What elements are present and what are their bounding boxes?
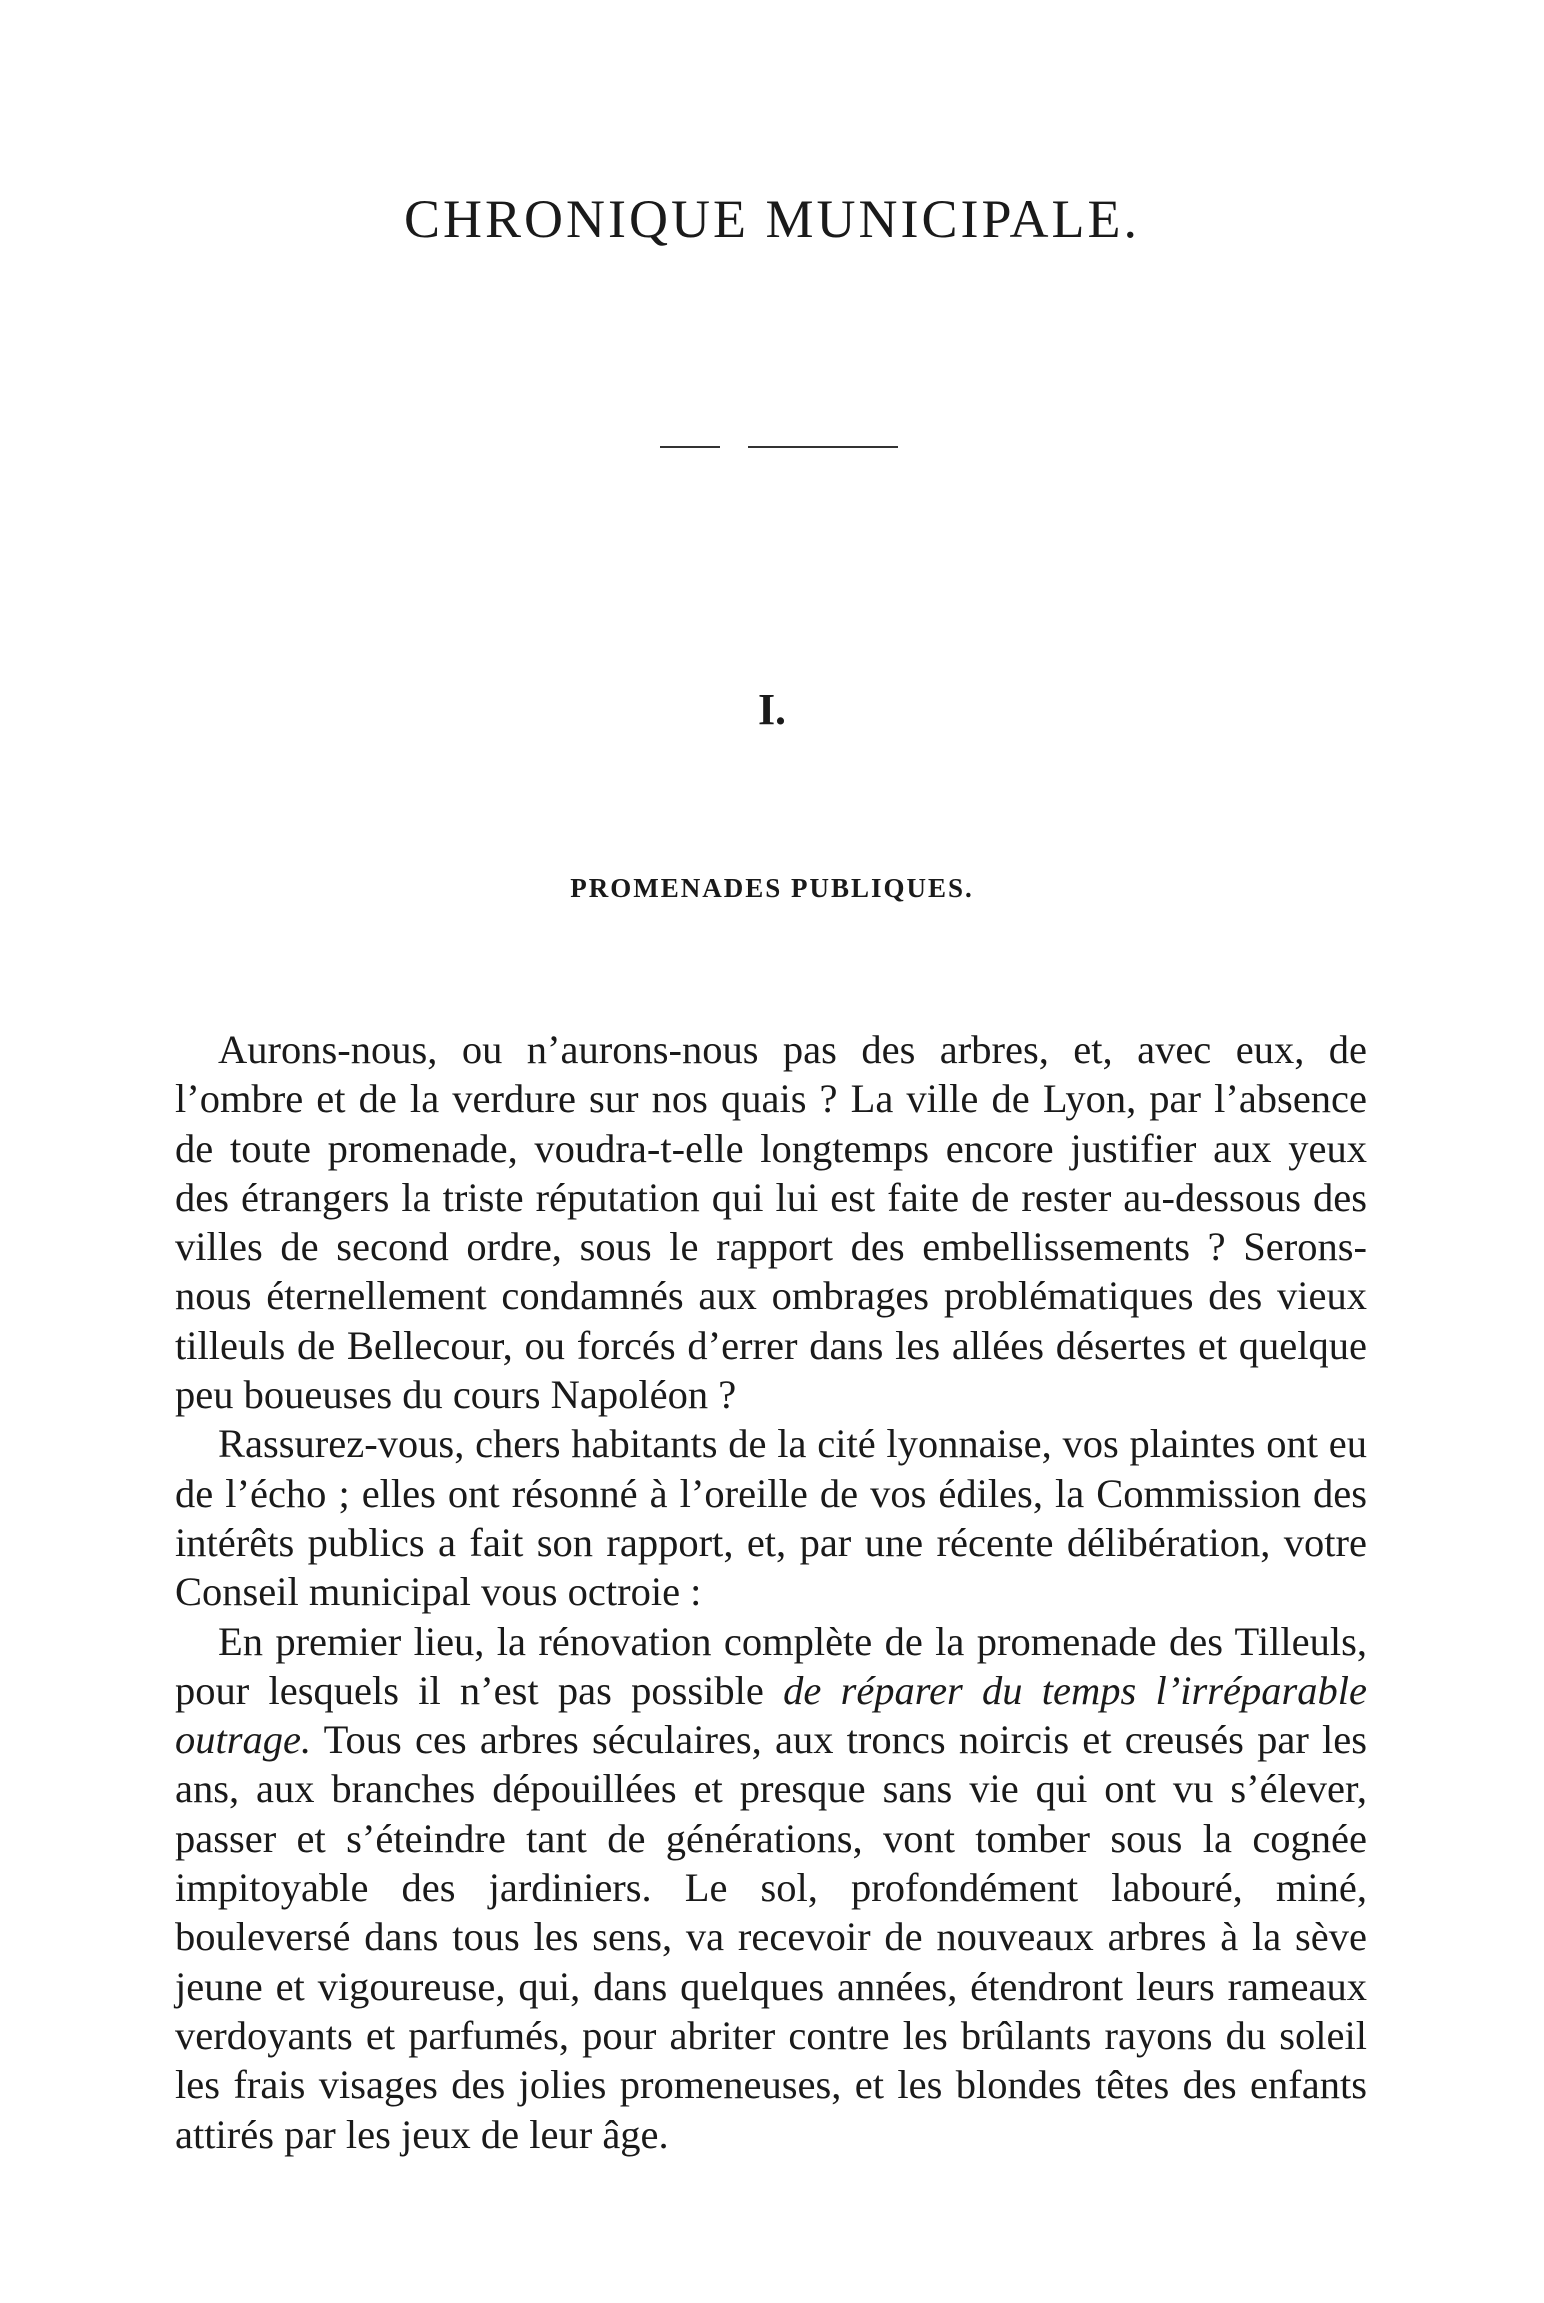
paragraph-2: Rassurez-vous, chers habitants de la cité lyonnaise, vos plaintes ont eu de l’écho ; elles ont résonné à l’oreille de vos édiles, la Commission des intérêts publics a fait son rapport, et, par une récente délibération, votre Conseil municipal vous octroie : [175, 1421, 1367, 1615]
paragraph-3-text-end: Tous ces arbres séculaires, aux troncs noircis et creusés par les ans, aux branches dépouillées et presque sans vie qui ont vu s’élever, passer et s’éteindre tant de générations, vont tomber sous la cognée impitoyable des jardiniers. Le sol, profondément labouré, miné, bouleversé dans tous les sens, va recevoir de nouveaux arbres à la sève jeune et vigoureuse, qui, dans quelques années, étendront leurs rameaux verdoyants et parfumés, pour abriter contre les brûlants rayons du soleil les frais visages des jolies promeneuses, et les blondes têtes des enfants attirés par les jeux de leur âge. [175, 1717, 1367, 2157]
italic-quotation: de réparer du temps l’irréparable outrage. [175, 1667, 1367, 1763]
section-heading: PROMENADES PUBLIQUES. [570, 873, 974, 903]
paragraph-3-text-start: En premier lieu, la rénovation complète de la promenade des Tilleuls, pour lesquels il n’est pas possible [175, 1618, 1367, 1713]
body-text [175, 1025, 1367, 2159]
decorative-rule-left [660, 446, 720, 448]
paragraph-3 [175, 1617, 1367, 2159]
decorative-rule-right [748, 446, 898, 448]
section-number: I. [757, 685, 787, 734]
page-title: CHRONIQUE MUNICIPALE. [403, 189, 1141, 249]
paragraph-1: Aurons-nous, ou n’aurons-nous pas des arbres, et, avec eux, de l’ombre et de la verdure sur nos quais ? La ville de Lyon, par l’absence de toute promenade, voudra-t-elle longtemps encore justifier aux yeux des étrangers la triste réputation qui lui est faite de rester au-dessous des villes de second ordre, sous le rapport des embellissements ? Serons-nous éternellement condamnés aux ombrages problématiques des vieux tilleuls de Bellecour, ou forcés d’errer dans les allées désertes et quelque peu boueuses du cours Napoléon ? [175, 1027, 1367, 1418]
